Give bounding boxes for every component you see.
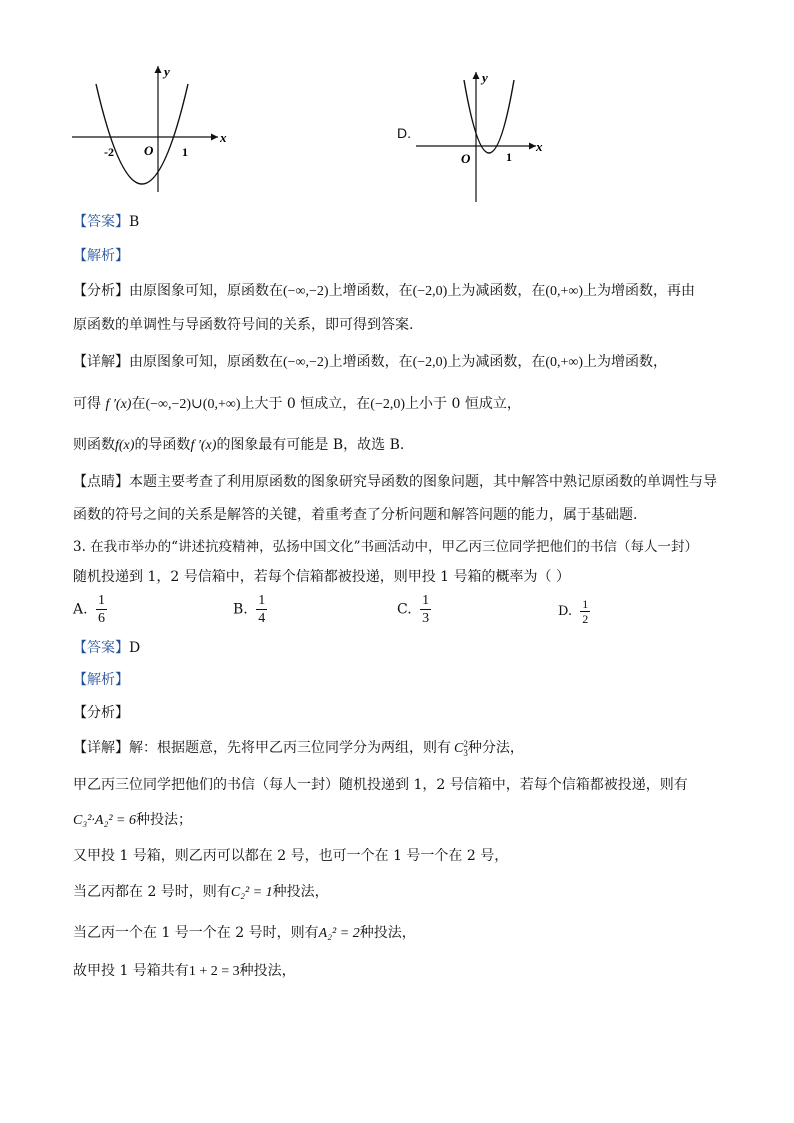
derivative-expr: f ′(x)	[105, 397, 132, 412]
q3-xiangjie-line-1	[73, 738, 524, 759]
numerator: 1	[582, 597, 589, 611]
interval-2: (−2,0)	[412, 355, 448, 370]
text: 上小于 0 恒成立，	[405, 396, 521, 412]
analysis-heading	[73, 246, 129, 266]
dianjing-line-2: 函数的符号之间的关系是解答的关键，着重考查了分析问题和解答问题的能力，属于基础题.	[73, 507, 638, 523]
option-fraction	[96, 592, 107, 627]
origin-label: O	[144, 143, 154, 158]
tick-label-neg2: -2	[104, 145, 114, 159]
text: 上增函数，在	[328, 283, 413, 299]
x-axis-label: x	[220, 130, 227, 145]
q3-option-a[interactable]	[73, 592, 111, 627]
denominator: 6	[98, 611, 106, 626]
tick-label-1: 1	[506, 150, 512, 164]
tick-label-1: 1	[182, 145, 188, 159]
text: 在	[131, 396, 146, 412]
q3-stem-line-2: 随机投递到 1，2 号信箱中，若每个信箱都被投递，则甲投 1 号箱的概率为（ ）	[73, 569, 570, 585]
xiangjie-line-1	[73, 352, 667, 373]
combination-expr	[454, 738, 468, 758]
answer-value: D	[129, 640, 141, 656]
parabola-curve	[96, 84, 188, 184]
option-fraction	[580, 597, 590, 626]
origin-label: O	[461, 151, 471, 166]
text: 的图象最有可能是 B，故选 B.	[216, 437, 405, 453]
xiangjie-line-3	[73, 435, 404, 456]
q3-option-c[interactable]	[397, 592, 435, 627]
x-axis-label: x	[536, 139, 543, 154]
xiangjie-tag: 【详解】	[73, 354, 129, 370]
dianjing-tag: 【点睛】	[73, 474, 129, 490]
text: 种投法，	[239, 963, 296, 979]
q3-xiangjie-line-5	[73, 882, 329, 903]
interval-1: (−∞,−2)	[283, 284, 329, 299]
text: 故甲投 1 号箱共有	[73, 963, 189, 979]
q3-option-d[interactable]	[558, 597, 594, 626]
text: 由原图象可知，原函数在	[129, 283, 283, 299]
count-expr: C₃²·A₂² = 6	[73, 813, 136, 828]
text: 上增函数，在	[328, 354, 413, 370]
text: 当乙丙一个在 1 号一个在 2 号时，则有	[73, 925, 319, 941]
q3-answer-line	[73, 638, 140, 658]
text: 可得	[73, 396, 101, 412]
text: 本题主要考查了利用原函数的图象研究导函数的图象问题，其中解答中熟记原函数的单调性与导	[129, 474, 717, 490]
option-label: D.	[558, 604, 573, 619]
option-fraction	[420, 592, 431, 627]
numerator: 1	[422, 593, 430, 608]
text: 由原图象可知，原函数在	[129, 354, 283, 370]
xiangjie-line-2	[73, 394, 521, 415]
text: 的导函数	[134, 437, 191, 453]
answer-value: B	[129, 214, 140, 230]
dianjing-line-1	[73, 472, 717, 492]
denominator: 4	[258, 611, 266, 626]
text: 上为减函数，在	[447, 354, 546, 370]
interval-2: (−2,0)	[412, 284, 448, 299]
answer-line	[73, 212, 139, 232]
text: 上为增函数，再由	[583, 283, 696, 299]
fenxi-tag: 【分析】	[73, 283, 129, 299]
q3-xiangjie-line-2: 甲乙丙三位同学把他们的书信（每人一封）随机投递到 1，2 号信箱中，若每个信箱都被投递，则有	[73, 777, 688, 793]
q3-xiangjie-line-3	[73, 810, 192, 831]
text: 上大于 0 恒成立，在	[240, 396, 371, 412]
superscript: 2	[463, 738, 468, 749]
xiangjie-tag: 【详解】	[73, 740, 129, 756]
denominator: 3	[422, 611, 430, 626]
fenxi-line-1	[73, 281, 695, 302]
option-label: A.	[73, 601, 88, 618]
q3-analysis-heading	[73, 670, 129, 690]
q3-stem-line-1: 3. 在我市举办的“讲述抗疫精神，弘扬中国文化”书画活动中，甲乙丙三位同学把他们的书信（每人一封）	[73, 539, 698, 555]
count-expr: 1 + 2 = 3	[188, 964, 240, 979]
text: 解：根据题意，先将甲乙丙三位同学分为两组，则有	[129, 740, 451, 756]
numerator: 1	[98, 593, 106, 608]
option-d-label: D.	[397, 125, 411, 141]
text: 种投法，	[359, 925, 416, 941]
text: 则函数	[73, 437, 115, 453]
interval-union: (−∞,−2)∪(0,+∞)	[145, 397, 241, 412]
combination-symbol: C	[454, 741, 464, 756]
interval-1: (−∞,−2)	[283, 355, 329, 370]
y-axis-label: y	[164, 64, 170, 79]
interval-3: (0,+∞)	[545, 355, 584, 370]
y-axis-label: y	[482, 70, 488, 85]
option-label: B.	[233, 601, 248, 618]
text: 上为减函数，在	[447, 283, 546, 299]
analysis-tag: 【解析】	[73, 672, 129, 688]
q3-xiangjie-line-4: 又甲投 1 号箱，则乙丙可以都在 2 号，也可一个在 1 号一个在 2 号，	[73, 848, 509, 864]
q3-option-b[interactable]	[233, 592, 271, 627]
function-expr: f(x)	[115, 438, 135, 453]
option-label: C.	[397, 601, 412, 618]
interval-2: (−2,0)	[370, 397, 406, 412]
text: 上为增函数，	[583, 354, 668, 370]
derivative-expr: f ′(x)	[190, 438, 217, 453]
q3-xiangjie-line-7	[73, 961, 296, 982]
q3-fenxi-heading: 【分析】	[73, 705, 129, 721]
analysis-tag: 【解析】	[73, 248, 129, 264]
subscript: 3	[463, 747, 468, 758]
numerator: 1	[258, 593, 266, 608]
fenxi-line-2: 原函数的单调性与导函数符号间的关系，即可得到答案.	[73, 317, 414, 333]
interval-3: (0,+∞)	[545, 284, 584, 299]
option-fraction	[256, 592, 267, 627]
denominator: 2	[582, 612, 589, 626]
graph-option-d	[412, 66, 552, 206]
text: 种分法，	[467, 740, 524, 756]
q3-xiangjie-line-6	[73, 923, 416, 944]
text: 种投法，	[272, 884, 329, 900]
text: 当乙丙都在 2 号时，则有	[73, 884, 231, 900]
count-expr: A₂² = 2	[318, 926, 360, 941]
count-expr: C₂² = 1	[230, 885, 273, 900]
answer-tag: 【答案】	[73, 214, 129, 230]
answer-tag: 【答案】	[73, 640, 129, 656]
graph-option-c	[60, 60, 240, 200]
parabola-curve	[464, 80, 514, 153]
text: 种投法；	[135, 812, 192, 828]
